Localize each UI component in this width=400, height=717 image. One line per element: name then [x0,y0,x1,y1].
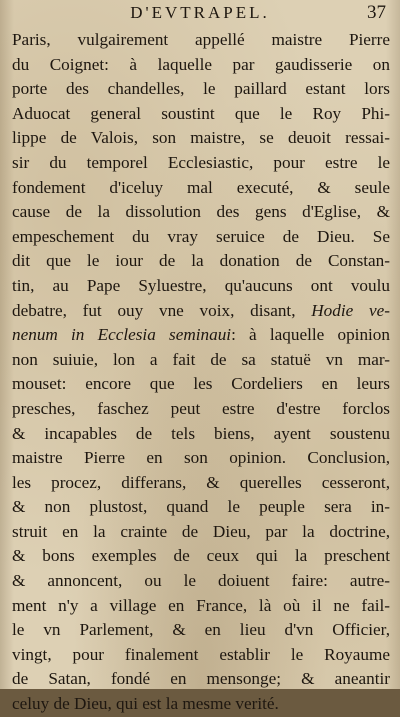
text-line: & annoncent, ou le doiuent faire: autre- [12,571,390,591]
text-line: les procez, differans, & querelles cesseront, [12,472,390,492]
page-header [0,0,400,28]
text-line: le vn Parlement, & en lieu d'vn Officier, [12,620,390,640]
text-segment: debatre, fut ouy vne voix, disant, [12,300,296,320]
text-line: maistre Pierre en son opinion. Conclusion, [12,448,390,468]
text-line: non suiuie, lon a fait de sa statuë vn mar- [12,349,390,369]
text-line: & non plustost, quand le peuple sera in- [12,497,390,517]
text-line: struit en la crainte de Dieu, par la doctrine, [12,521,390,541]
latin-quotation: Hodie ve- [311,300,390,320]
text-line: & incapables de tels biens, ayent soustenu [12,423,390,443]
text-line: tin, au Pape Syluestre, qu'aucuns ont voulu [12,275,390,295]
text-line: presches, faschez peut estre d'estre forclos [12,398,390,418]
latin-quotation: nenum in Ecclesia seminaui [12,325,232,345]
text-line: lippe de Valois, son maistre, se deuoit ressai- [12,128,390,148]
text-line: sir du temporel Ecclesiastic, pour estre le [12,152,390,172]
body-text [12,28,390,717]
text-line: empeschement du vray seruice de Dieu. Se [12,226,390,246]
text-line: cause de la dissolution des gens d'Eglise, & [12,202,390,222]
text-line: porte des chandelles, le paillard estant lors [12,79,390,99]
text-line: du Coignet: à laquelle par gaudisserie on [12,54,390,74]
page-number: 37 [367,2,386,23]
text-line: celuy de Dieu, qui est la mesme verité. [12,694,279,714]
text-line: ment n'y a village en France, là où il ne fail- [12,595,390,615]
text-line: de Satan, fondé en mensonge; & aneantir [12,669,390,689]
text-line: & bons exemples de ceux qui la preschent [12,546,390,566]
text-line [12,323,390,348]
text-line: Paris, vulgairement appellé maistre Pierre [12,30,390,49]
text-line: fondement d'iceluy mal executé, & seule [12,177,390,197]
text-line: dit que le iour de la donation de Constan- [12,251,390,271]
running-head: D'EVTRAPEL. [130,3,270,22]
text-segment: : à laquelle opinion [231,325,390,345]
text-line: Aduocat general soustint que le Roy Phi- [12,103,390,123]
text-line: mouset: encore que les Cordeliers en leurs [12,374,390,394]
text-line: vingt, pour finalement establir le Royaume [12,644,390,664]
text-line [12,299,390,324]
